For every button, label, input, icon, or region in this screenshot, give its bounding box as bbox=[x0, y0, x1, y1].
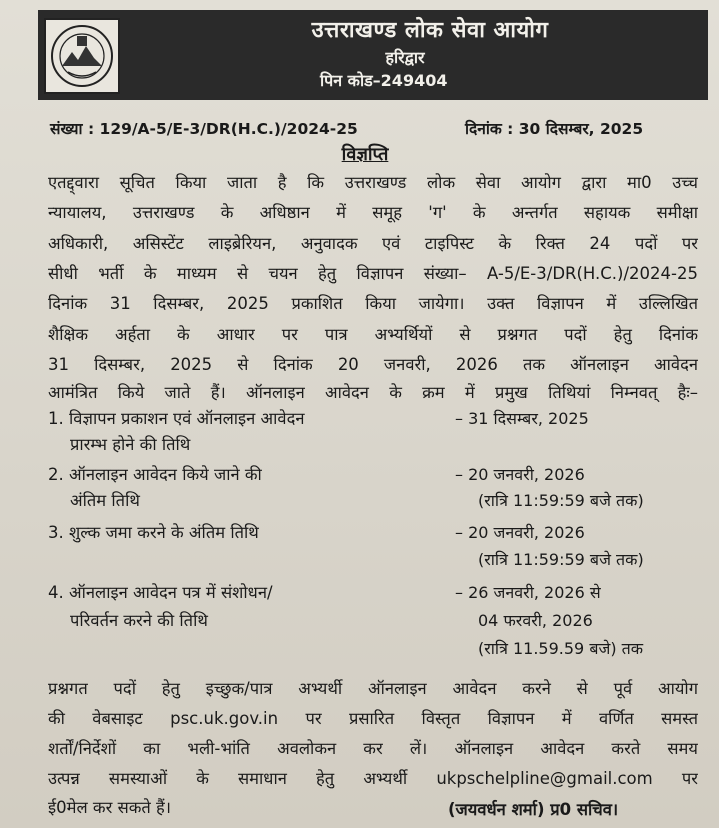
schedule-item-1-label: 1. विज्ञापन प्रकाशन एवं ऑनलाइन आवेदन bbox=[48, 409, 305, 428]
closing-line: ई0मेल कर सकते हैं। bbox=[48, 798, 172, 817]
schedule-item-1-value: – 31 दिसम्बर, 2025 bbox=[455, 409, 589, 428]
reference-date: दिनांक : 30 दिसम्बर, 2025 bbox=[465, 120, 644, 138]
schedule-item-1-label-cont: प्रारम्भ होने की तिथि bbox=[70, 435, 191, 454]
closing-line: प्रश्नगत पदों हेतु इच्छुक/पात्र अभ्यर्थी ऑनलाइन आवेदन करने से पूर्व आयोग bbox=[48, 679, 698, 698]
signature: (जयवर्धन शर्मा) प्र0 सचिव। bbox=[448, 800, 619, 819]
body-line: शैक्षिक अर्हता के आधार पर पात्र अभ्यर्थियों से प्रश्नगत पदों हेतु दिनांक bbox=[48, 325, 698, 344]
schedule-item-4-label: 4. ऑनलाइन आवेदन पत्र में संशोधन/ bbox=[48, 583, 273, 602]
reference-number: संख्या : 129/A-5/E-3/DR(H.C.)/2024-25 bbox=[50, 120, 358, 138]
schedule-item-3-label: 3. शुल्क जमा करने के अंतिम तिथि bbox=[48, 523, 259, 542]
emblem-icon bbox=[48, 22, 116, 90]
schedule-item-4-value: – 26 जनवरी, 2026 से bbox=[455, 583, 601, 602]
body-line: अधिकारी, असिस्टेंट लाइब्रेरियन, अनुवादक एवं टाइपिस्ट के रिक्त 24 पदों पर bbox=[48, 234, 698, 253]
org-city: हरिद्वार bbox=[385, 48, 425, 67]
org-pincode: पिन कोड–249404 bbox=[320, 71, 448, 90]
state-emblem-logo bbox=[44, 18, 120, 94]
body-line: 31 दिसम्बर, 2025 से दिनांक 20 जनवरी, 2026 तक ऑनलाइन आवेदन bbox=[48, 355, 698, 374]
body-line: दिनांक 31 दिसम्बर, 2025 प्रकाशित किया जायेगा। उक्त विज्ञापन में उल्लिखित bbox=[48, 294, 698, 313]
body-line: सीधी भर्ती के माध्यम से चयन हेतु विज्ञापन संख्या– A-5/E-3/DR(H.C.)/2024-25 bbox=[48, 264, 698, 283]
schedule-item-2-value-note: (रात्रि 11:59:59 बजे तक) bbox=[478, 491, 644, 510]
body-line: न्यायालय, उत्तराखण्ड के अधिष्ठान में समूह 'ग' के अन्तर्गत सहायक समीक्षा bbox=[48, 203, 698, 222]
org-title: उत्तराखण्ड लोक सेवा आयोग bbox=[311, 18, 549, 43]
schedule-item-4-value-note: (रात्रि 11.59.59 बजे) तक bbox=[478, 639, 644, 658]
schedule-item-2-label: 2. ऑनलाइन आवेदन किये जाने की bbox=[48, 465, 262, 484]
schedule-item-3-value: – 20 जनवरी, 2026 bbox=[455, 523, 585, 542]
body-line: आमंत्रित किये जाते हैं। ऑनलाइन आवेदन के क्रम में प्रमुख तिथियां निम्नवत् हैः– bbox=[48, 383, 698, 402]
schedule-item-3-value-note: (रात्रि 11:59:59 बजे तक) bbox=[478, 550, 644, 569]
closing-line: शर्तों/निर्देशों का भली-भांति अवलोकन कर लें। ऑनलाइन आवेदन करते समय bbox=[48, 739, 698, 758]
schedule-item-4-label-cont: परिवर्तन करने की तिथि bbox=[70, 611, 208, 630]
schedule-item-4-value-date: 04 फरवरी, 2026 bbox=[478, 611, 593, 630]
schedule-item-2-value: – 20 जनवरी, 2026 bbox=[455, 465, 585, 484]
closing-line: उत्पन्न समस्याओं के समाधान हेतु अभ्यर्थी ukpschelpline@gmail.com पर bbox=[48, 769, 698, 788]
closing-line: की वेबसाइट psc.uk.gov.in पर प्रसारित विस्तृत विज्ञापन में वर्णित समस्त bbox=[48, 709, 698, 728]
schedule-item-2-label-cont: अंतिम तिथि bbox=[70, 491, 140, 510]
notice-title: विज्ञप्ति bbox=[341, 144, 389, 165]
body-line: एतद्द्वारा सूचित किया जाता है कि उत्तराखण्ड लोक सेवा आयोग द्वारा मा0 उच्च bbox=[48, 173, 698, 192]
